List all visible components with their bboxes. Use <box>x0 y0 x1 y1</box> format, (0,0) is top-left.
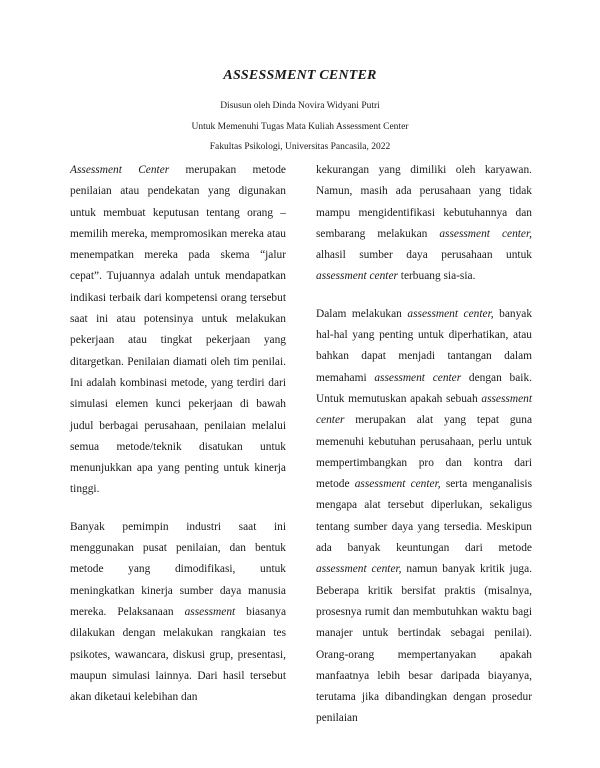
emphasis-term: assessment center, <box>316 563 402 576</box>
emphasis-term: Assessment Center <box>70 164 170 176</box>
paragraph-text: dengan baik. Untuk memutuskan apakah sebuah <box>316 371 532 405</box>
paragraph-text: serta menganalisis mengapa alat tersebut diperlukan, sekaligus tentang sumber daya yang tersedia. Meskipun ada banyak keuntungan dari metode <box>316 478 532 555</box>
emphasis-term: assessment center <box>316 270 398 283</box>
paragraph-text: terbuang sia-sia. <box>397 270 476 283</box>
emphasis-term: assessment center <box>374 371 462 384</box>
purpose-line: Untuk Memenuhi Tugas Mata Kuliah Assessment Center <box>191 122 409 132</box>
paragraph-text: Banyak pemimpin industri saat ini menggunakan pusat penilaian, dan bentuk metode yang dimodifikasi, untuk meningkatkan kinerja sumber daya manusia mereka. Pelaksanaan <box>70 520 286 618</box>
paragraph-text: namun banyak kritik juga. Beberapa kritik bersifat praktis (misalnya, prosesnya rumit dan membutuhkan waktu bagi manajer untuk bertindak sebagai penilai). Orang-orang mempertanyakan apakah manfaatnya lebih besar daripada biayanya, terutama jika dibandingkan dengan prosedur penilaian <box>316 563 533 725</box>
paragraph-text: biasanya dilakukan dengan melakukan rangkaian tes psikotes, wawancara, diskusi grup, presentasi, maupun simulasi lainnya. Dari hasil tersebut akan diketaui kelebihan dan <box>70 605 287 704</box>
paragraph-text: merupakan metode penilaian atau pendekatan yang digunakan untuk membuat keputusan tentang orang – memilih mereka, mempromosikan mereka atau menempatkan mereka pada skema “jalur cepat”. Tujuannya adalah untuk mendapatkan indikasi terbaik dari kompetensi orang tersebut saat ini atau potensinya untuk melakukan pekerjaan atau tingkat pekerjaan yang ditargetkan. Penilaian diamati oleh tim penilai. Ini adalah kombinasi metode, yang terdiri dari simulasi elemen kunci pekerjaan di bawah judul berbagai perusahaan, penilaian melalui semua metode/teknik disatukan untuk menunjukkan apa yang penting untuk kinerja tinggi. <box>70 164 286 496</box>
emphasis-term: assessment center <box>316 392 532 427</box>
paragraph-text: kekurangan yang dimiliki oleh karyawan. Namun, masih ada perusahaan yang tidak mampu mengidentifikasi kebutuhannya dan sembarang melakukan <box>316 164 532 240</box>
faculty-line: Fakultas Psikologi, Universitas Pancasila, 2022 <box>209 142 391 152</box>
emphasis-term: assessment <box>184 605 236 618</box>
right-column <box>316 160 532 730</box>
left-paragraph-2 <box>70 517 286 709</box>
author-line: Disusun oleh Dinda Novira Widyani Putri <box>220 101 380 111</box>
paragraph-text: banyak hal-hal yang penting untuk diperhatikan, atau bahkan dapat menjadi tantangan dalam memahami <box>316 307 533 384</box>
left-column <box>70 160 286 708</box>
paragraph-text: Dalam melakukan <box>316 307 408 320</box>
paragraph-text: merupakan alat yang tepat guna memenuhi kebutuhan perusahaan, perlu untuk mempertimbangkan pro dan kontra dari metode <box>316 414 532 491</box>
paper-title: ASSESSMENT CENTER <box>223 68 377 83</box>
emphasis-term: assessment center, <box>354 478 441 491</box>
emphasis-term: assessment center, <box>407 307 494 320</box>
emphasis-term: assessment center, <box>439 227 532 240</box>
paragraph-text: alhasil sumber daya perusahaan untuk <box>316 249 532 262</box>
left-paragraph-1 <box>70 160 286 501</box>
right-paragraph-1 <box>316 160 532 288</box>
right-paragraph-2 <box>316 304 532 730</box>
